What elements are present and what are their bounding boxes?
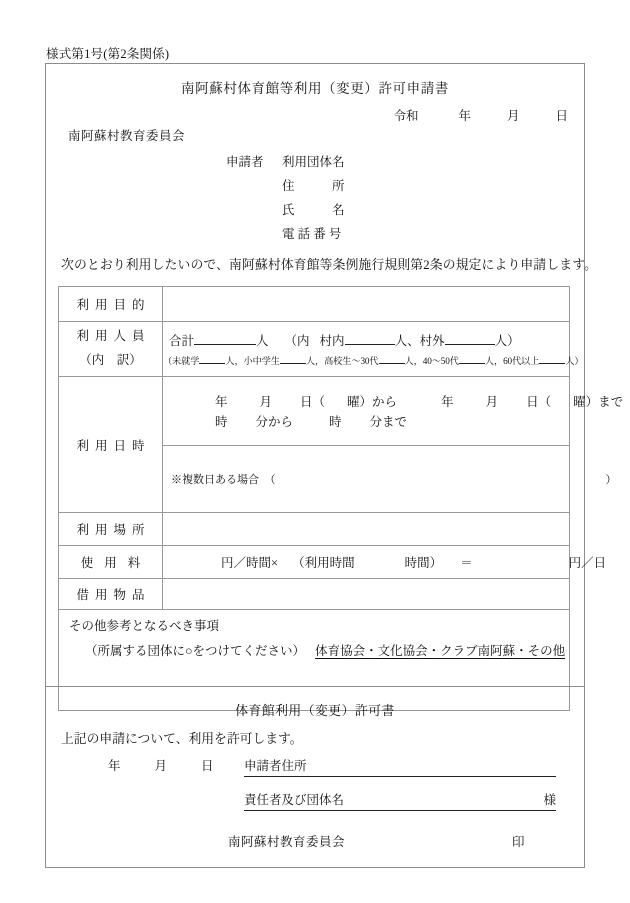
datetime-label-cell (59, 377, 163, 513)
borrowed-items-label-cell (59, 579, 163, 610)
table-row-purpose (59, 287, 570, 322)
dt-hour2: 時 (329, 415, 342, 429)
fee-formula-line (163, 553, 607, 571)
breakdown-label-preschool: 未就学 (172, 356, 200, 366)
applicant-tag: 申請者 (226, 155, 264, 169)
people-total-line (163, 331, 569, 349)
other-notes-heading: その他参考となるべき事項 (69, 619, 220, 633)
applicant-phone-label: 電 話 番 号 (282, 227, 342, 241)
people-in-village-label: 村内 (319, 334, 345, 348)
dt-minute2: 分まで (369, 415, 408, 429)
breakdown-unit-preschool: 人， (225, 356, 244, 366)
multiday-close-paren: ） (605, 474, 617, 486)
era-label: 令和 (393, 109, 419, 123)
breakdown-blank-hs30s[interactable] (379, 363, 405, 364)
datetime-label: 利用日時 (76, 438, 151, 453)
permit-date-line (108, 756, 214, 774)
people-out-village-label: 村外 (419, 334, 445, 348)
breakdown-open-paren: （ (163, 356, 173, 366)
application-section (46, 64, 624, 686)
borrowed-items-label: 借用物品 (76, 588, 151, 602)
multiday-note: ※複数日ある場合 （ (171, 474, 276, 486)
people-out-village-unit: 人） (494, 334, 520, 348)
purpose-label-cell (59, 287, 163, 322)
permit-day-label: 日 (201, 759, 214, 773)
datetime-main-cell[interactable] (163, 377, 624, 446)
dt-weekday2: 曜）まで (573, 395, 624, 409)
organization-options[interactable]: 体育協会・文化協会・クラブ南阿蘇・その他 (315, 644, 566, 658)
people-out-village-blank[interactable] (445, 344, 495, 345)
breakdown-blank-elemjr[interactable] (280, 363, 306, 364)
dt-year2: 年 (441, 395, 454, 409)
permit-title: 体育館利用（変更）許可書 (235, 704, 395, 718)
breakdown-label-40s50s: 40～50代 (422, 356, 459, 366)
fee-hours-open: （利用時間 (292, 556, 355, 570)
breakdown-blank-60plus[interactable] (539, 363, 565, 364)
people-in-village-blank[interactable] (345, 344, 395, 345)
breakdown-label-hs30s: 高校生～30代 (324, 356, 379, 366)
other-notes-body (59, 610, 569, 659)
datetime-value-cell[interactable] (163, 377, 624, 513)
datetime-time-line (163, 412, 569, 432)
breakdown-label-60plus: 60代以上 (503, 356, 540, 366)
breakdown-unit-elemjr: 人， (305, 356, 325, 366)
applicant-group-name-label: 利用団体名 (282, 155, 345, 169)
table-row-datetime (59, 377, 570, 513)
application-date-line (46, 106, 568, 124)
dt-day2: 日（ (526, 395, 552, 409)
breakdown-unit-40s50s: 人， (484, 356, 504, 366)
people-total-unit: 人 (256, 334, 269, 348)
fee-value-cell[interactable] (163, 546, 607, 579)
applicant-row-address (226, 174, 372, 198)
breakdown-unit-60plus: 人） (565, 356, 584, 366)
datetime-multiday-cell[interactable] (163, 446, 617, 513)
people-sub-label: （内 訳） (79, 353, 142, 367)
place-label: 利用場所 (76, 523, 151, 537)
people-label-cell (59, 322, 163, 377)
addressee: 南阿蘇村教育委員会 (68, 129, 186, 143)
fee-yen-per-day: 円／日 (568, 556, 607, 570)
applicant-block (226, 150, 372, 246)
permit-applicant-address-label: 申請者住所 (244, 759, 307, 773)
other-notes-instruction: （所属する団体に○をつけてください） (85, 644, 306, 658)
purpose-label: 利用目的 (76, 298, 151, 312)
applicant-name-label: 氏 名 (282, 203, 345, 217)
breakdown-blank-40s50s[interactable] (459, 363, 485, 364)
permit-applicant-address-field[interactable] (244, 756, 556, 777)
dt-day1: 日（ (300, 395, 326, 409)
permit-responsible-org-label: 責任者及び団体名 (244, 793, 345, 807)
permit-sentence: 上記の申請について、利用を許可します。 (61, 732, 303, 746)
people-value-cell[interactable] (163, 322, 584, 377)
permit-year-label: 年 (108, 759, 121, 773)
permit-issuer: 南阿蘇村教育委員会 (228, 835, 346, 849)
place-label-cell (59, 513, 163, 546)
table-row-fee (59, 546, 570, 579)
form-number: 様式第1号(第2条関係) (46, 47, 170, 61)
dt-hour1: 時 (215, 415, 228, 429)
dt-weekday1: 曜）から (347, 395, 398, 409)
permit-responsible-org-field[interactable] (244, 790, 556, 811)
fee-label-cell (59, 546, 163, 579)
page-frame (45, 63, 624, 868)
breakdown-label-elemjr: 小中学生 (243, 356, 280, 366)
purpose-value-cell[interactable] (163, 287, 570, 322)
dt-year1: 年 (215, 395, 228, 409)
borrowed-items-value-cell[interactable] (163, 579, 570, 610)
permit-section (46, 686, 584, 867)
breakdown-blank-preschool[interactable] (199, 363, 225, 364)
people-total-prefix: 合計 (169, 334, 195, 348)
people-total-blank[interactable] (194, 344, 256, 345)
day-label: 日 (555, 109, 568, 123)
fee-hours-unit: 時間） (404, 556, 443, 570)
datetime-inner-table (163, 377, 624, 512)
document-title: 南阿蘇村体育館等利用（変更）許可申請書 (181, 81, 449, 96)
dt-month1: 月 (259, 395, 273, 409)
fee-equals: ＝ (460, 556, 473, 570)
fee-label: 使用料 (80, 556, 152, 570)
people-label: 利用人員 (76, 329, 151, 344)
people-inner-open: （内 (284, 334, 310, 348)
dt-minute1: 分から (255, 415, 294, 429)
seal-mark: 印 (512, 835, 525, 849)
applicant-address-label: 住 所 (282, 179, 345, 193)
place-value-cell[interactable] (163, 513, 570, 546)
people-in-village-unit: 人、 (394, 334, 420, 348)
application-details-table (58, 286, 624, 711)
datetime-date-line (163, 392, 624, 412)
applicant-row-phone (226, 222, 372, 246)
people-breakdown-line (163, 353, 584, 367)
month-label: 月 (506, 109, 520, 123)
other-notes-instruction-line (69, 641, 566, 659)
applicant-row-group (226, 150, 372, 174)
dt-month2: 月 (485, 395, 499, 409)
fee-yen-per-hour: 円／時間× (221, 556, 279, 570)
breakdown-unit-hs30s: 人， (404, 356, 423, 366)
table-row-people (59, 322, 570, 377)
applicant-row-name (226, 198, 372, 222)
intro-sentence: 次のとおり利用したいので、南阿蘇村体育館等条例施行規則第2条の規定により申請します。 (61, 258, 598, 272)
table-row-place (59, 513, 570, 546)
permit-month-label: 月 (154, 759, 168, 773)
year-label: 年 (458, 109, 471, 123)
permit-honorific: 様 (543, 793, 556, 807)
table-row-borrowed-items (59, 579, 570, 610)
